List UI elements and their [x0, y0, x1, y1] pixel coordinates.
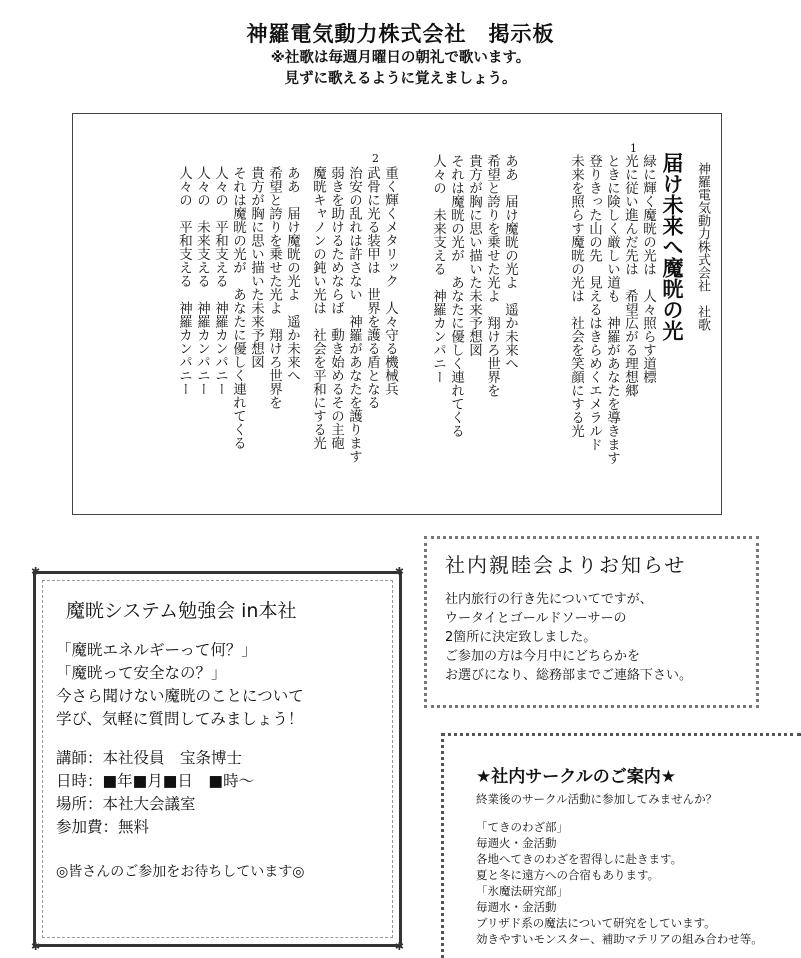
song-line: 人々の 未来支える 神羅カンパニー: [430, 154, 446, 384]
study-intro-line: 今さら聞けない魔晄のことについて: [56, 687, 304, 705]
circle-title: ★社内サークルのご案内★: [476, 767, 676, 787]
study-detail-line: 場所：本社大会議室: [56, 795, 196, 813]
circle-line: 毎週火・金活動: [476, 836, 557, 850]
song-line: 重く輝くメタリック 人々守る機械兵: [382, 166, 398, 396]
study-title: 魔晄システム勉強会 in本社: [66, 600, 297, 622]
study-intro-line: 学び、気軽に質問してみましょう！: [56, 710, 304, 728]
notice-title: 社内親睦会よりお知らせ: [445, 553, 687, 577]
song-line: 貴方が胸に思い描いた未来予想図: [248, 166, 264, 369]
song-line: 人々の 平和支える 神羅カンパニー: [176, 166, 192, 396]
song-line: それは魔晄の光が あなたに優しく連れてくる: [448, 154, 464, 438]
song-line: 貴方が胸に思い描いた未来予想図: [466, 154, 482, 357]
song-verse-2: [309, 166, 399, 566]
verse-number-2: 2: [372, 152, 379, 165]
song-line: ときに険しく厳しい道も 神羅があなたを導きます: [604, 154, 620, 465]
corner-ornament-icon: ✱: [394, 565, 404, 578]
verse-number-1: 1: [630, 142, 637, 155]
song-line: 人々の 未来支える 神羅カンパニー: [194, 166, 210, 396]
bulletin-note-1: ※社歌は毎週月曜日の朝礼で歌います。: [270, 50, 531, 66]
song-line: 人々の 平和支える 神羅カンパニー: [212, 166, 228, 396]
circle-line: 「てきのわざ部」: [476, 820, 568, 834]
song-line: 希望と誇りを乗せた光よ 翔けろ世界を: [266, 166, 282, 409]
bulletin-note-2: 見ずに歌えるように覚えましょう。: [284, 71, 517, 87]
song-line: 治安の乱れは許さない 神羅があなたを護ります: [346, 166, 362, 463]
company-song-panel: [72, 113, 722, 515]
song-line: 未来を照らす魔晄の光は 社会を笑顔にする光: [568, 154, 584, 438]
song-line: 緑に輝く魔晄の光は 人々照らす道標: [640, 154, 656, 384]
song-line: ああ 届け魔晄の光よ 遥か未来へ: [284, 166, 300, 382]
circle-line: 毎週水・金活動: [476, 900, 557, 914]
bulletin-title: 神羅電気動力株式会社 掲示板: [246, 22, 555, 46]
study-intro-line: 「魔晄って安全なの？」: [56, 664, 227, 682]
notice-line: ウータイとゴールドソーサーの: [445, 611, 627, 626]
song-chorus-2: [175, 166, 301, 566]
circle-line: ブリザド系の魔法について研究をしています。: [476, 916, 716, 930]
song-company-label: 神羅電気動力株式会社 社歌: [695, 162, 710, 331]
song-line: 希望と誇りを乗せた光よ 翔けろ世界を: [484, 154, 500, 397]
study-detail-line: 講師：本社役員 宝条博士: [56, 749, 243, 767]
study-intro-line: 「魔晄エネルギーって何？」: [56, 641, 257, 659]
study-session-notice: [31, 565, 404, 953]
song-line: 魔晄キャノンの鈍い光は 社会を平和にする光: [310, 166, 326, 450]
study-detail-line: 参加費：無料: [56, 818, 150, 836]
circle-intro: 終業後のサークル活動に参加してみませんか？: [476, 792, 718, 806]
social-club-notice: [424, 536, 759, 708]
corner-ornament-icon: ✱: [31, 940, 41, 953]
song-chorus-1: [429, 154, 519, 554]
song-verse-1: [567, 154, 657, 554]
song-title: 届け未来へ魔晄の光: [660, 152, 684, 341]
corner-ornament-icon: ✱: [394, 940, 404, 953]
study-closing: ◎皆さんのご参加をお待ちしています◎: [56, 864, 305, 880]
study-detail-line: 日時：■年■月■日 ■時～: [56, 772, 255, 790]
song-line: 武骨に光る装甲は 世界を護る盾となる: [364, 166, 380, 409]
circle-line: 効きやすいモンスター、補助マテリアの組み合わせ等。: [476, 932, 763, 946]
song-line: ああ 届け魔晄の光よ 遥か未来へ: [502, 154, 518, 370]
bulletin-header: [0, 18, 801, 90]
notice-line: 2箇所に決定致しました。: [445, 630, 597, 645]
circle-activities-notice: [441, 733, 801, 958]
song-line: 光に従い進んだ先は 希望広がる理想郷: [622, 154, 638, 397]
notice-line: 社内旅行の行き先についてですが、: [445, 592, 653, 607]
song-line: 弱きを助けるためならば 動き始めるその主砲: [328, 166, 344, 450]
notice-line: お選びになり、総務部までご連絡下さい。: [445, 668, 693, 683]
notice-line: ご参加の方は今月中にどちらかを: [445, 649, 641, 664]
song-line: それは魔晄の光が あなたに優しく連れてくる: [230, 166, 246, 450]
circle-line: 「氷魔法研究部」: [476, 884, 568, 898]
circle-line: 夏と冬に遠方への合宿もあります。: [476, 868, 660, 882]
song-line: 登りきった山の先 見えるはきらめくエメラルド: [586, 154, 602, 451]
circle-line: 各地へてきのわざを習得しに赴きます。: [476, 852, 683, 866]
corner-ornament-icon: ✱: [31, 565, 41, 578]
